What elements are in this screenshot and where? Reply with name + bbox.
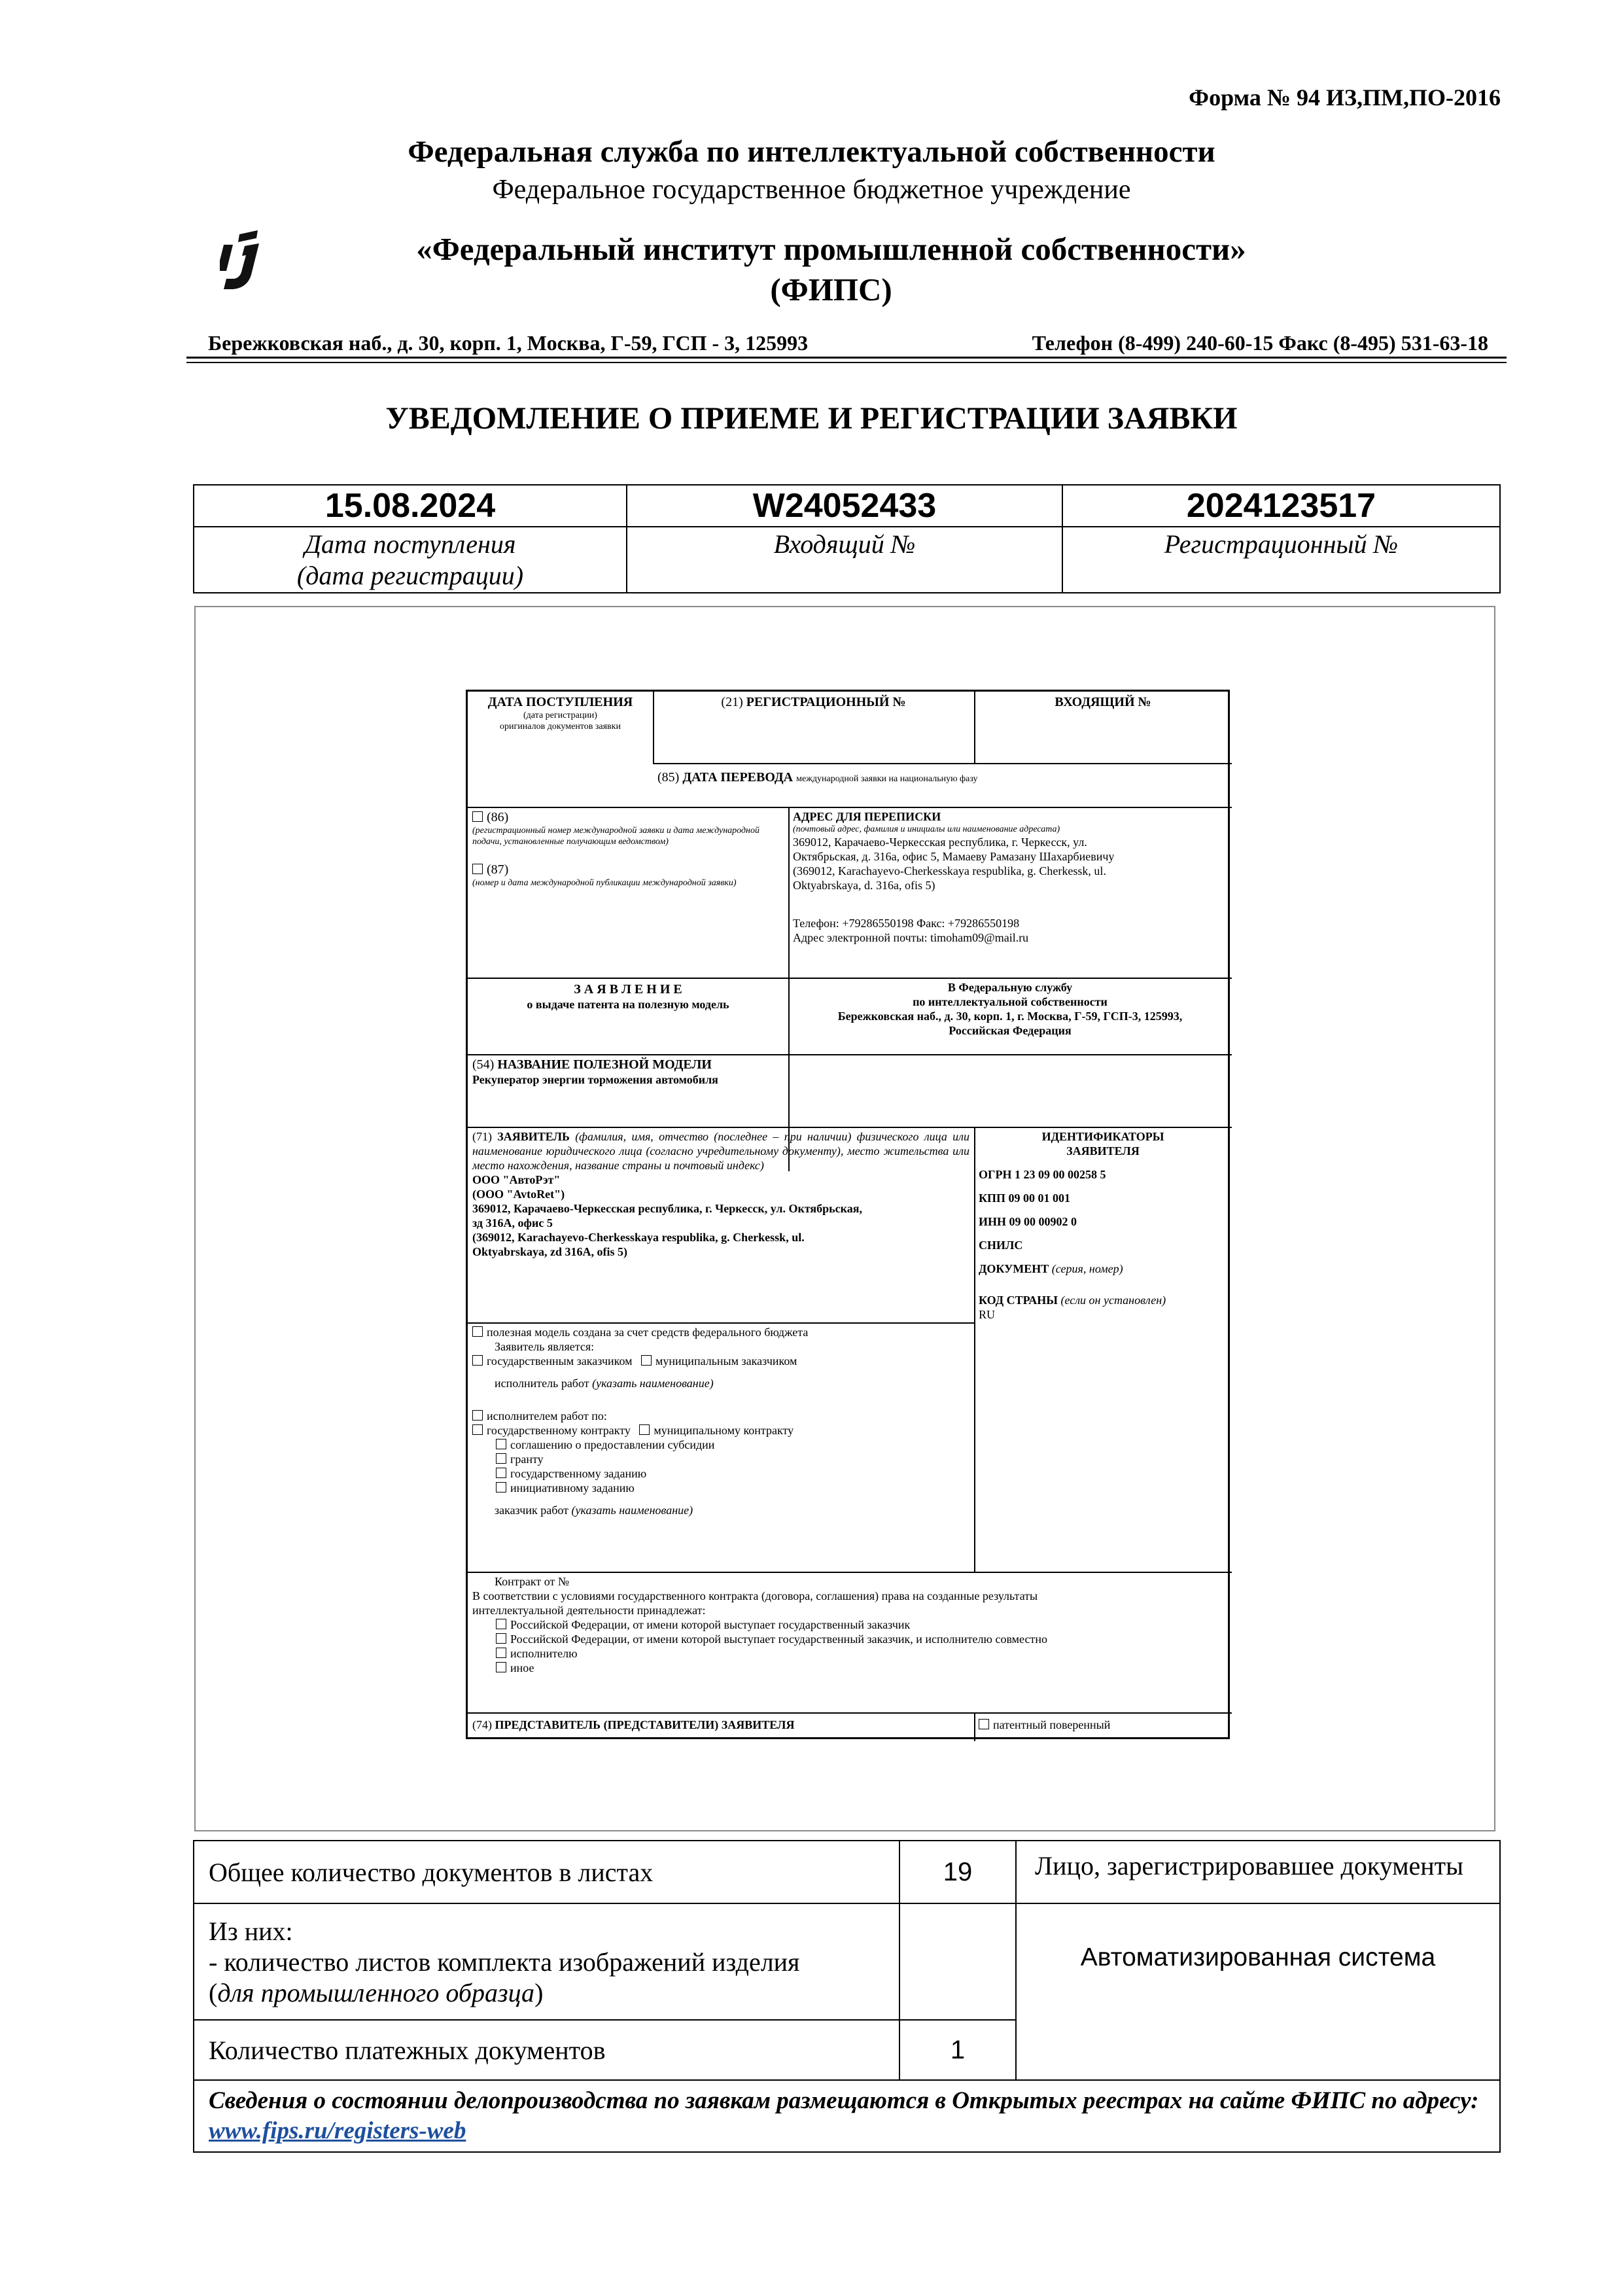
form-applicant-addr4: Oktyabrskaya, zd 316A, ofis 5) [472, 1245, 628, 1258]
form-applicant-addr2: зд 316А, офис 5 [472, 1216, 553, 1229]
form-to-line2: по интеллектуальной собственности [913, 995, 1108, 1008]
registered-by-value: Автоматизированная система [1016, 1903, 1500, 2080]
form-reg-number-code: (21) [721, 695, 743, 709]
form-executor-works: исполнитель работ [495, 1377, 589, 1390]
form-grant: гранту [510, 1453, 544, 1466]
form-86-desc: (регистрационный номер международной заявки и дата международной подачи, установленные получающим ведомством) [472, 826, 759, 847]
form-doc-sub: (серия, номер) [1051, 1262, 1123, 1275]
form-rights-line2: интеллектуальной деятельности принадлежат: [472, 1604, 706, 1617]
receipt-date-label [194, 527, 627, 593]
form-um-title: НАЗВАНИЕ ПОЛЕЗНОЙ МОДЕЛИ [497, 1057, 712, 1072]
form-reg-number-cell [653, 692, 974, 763]
form-applicant-is: Заявитель является: [495, 1340, 595, 1353]
form-corr-addr2: Октябрьская, д. 316а, офис 5, Мамаеву Рамазану Шахарбиевичу [793, 850, 1115, 863]
form-receipt-date-cell [468, 692, 653, 807]
form-translation-title: ДАТА ПЕРЕВОДА [682, 770, 794, 785]
header-divider-thin [186, 362, 1507, 363]
form-translation-code: (85) [657, 770, 680, 785]
form-applicant-code: (71) [472, 1130, 492, 1143]
form-state-customer: государственным заказчиком [487, 1354, 633, 1368]
checkbox-86 [472, 811, 483, 822]
institute-phones: Телефон (8-499) 240-60-15 Факс (8-495) 531-63-18 [1032, 331, 1488, 355]
checkbox-municipal-customer [641, 1355, 652, 1366]
form-statement-title: З А Я В Л Е Н И Е [574, 982, 682, 997]
form-receipt-date-sub1: (дата регистрации) [523, 711, 597, 720]
form-translation-date-cell [653, 763, 1232, 807]
footer-note-text: Сведения о состоянии делопроизводства по заявкам размещаются в Открытых реестрах на сайте ФИПС по адресу: [209, 2087, 1479, 2114]
total-docs-value: 19 [899, 1841, 1016, 1903]
form-state-contract: государственному контракту [487, 1424, 631, 1437]
form-executor-by: исполнителем работ по: [487, 1409, 607, 1422]
form-municipal-contract: муниципальному контракту [654, 1424, 794, 1437]
form-rep-title: ПРЕДСТАВИТЕЛЬ (ПРЕДСТАВИТЕЛИ) ЗАЯВИТЕЛЯ [495, 1718, 795, 1731]
form-subsidy: соглашению о предоставлении субсидии [510, 1438, 715, 1451]
form-country-label: КОД СТРАНЫ [979, 1294, 1058, 1307]
form-translation-sub: международной заявки на национальную фазу [796, 774, 978, 784]
registered-by-label: Лицо, зарегистрировавшее документы [1016, 1841, 1500, 1903]
footer-note [194, 2080, 1500, 2152]
form-applicant-desc-b: физического лица или наименование юридического лица (согласно учредительному документу), место жительства или место нахождения, название страны и почтовый индекс) [472, 1130, 970, 1172]
form-budget-line: полезная модель создана за счет средств федерального бюджета [487, 1326, 809, 1339]
form-number: Форма № 94 ИЗ,ПМ,ПО-2016 [1189, 84, 1501, 111]
form-utility-model-cell [468, 1054, 1232, 1127]
institute-name: «Федеральный институт промышленной собственности» [416, 231, 1246, 267]
receipt-date-label-line1: Дата поступления [304, 529, 516, 559]
form-representative-cell [468, 1712, 974, 1741]
form-statement-cell [468, 978, 788, 1054]
checkbox-87 [472, 864, 483, 874]
payment-docs-label: Количество платежных документов [194, 2020, 899, 2080]
checkbox-executor [472, 1410, 483, 1421]
form-customer-works: заказчик работ [495, 1504, 569, 1517]
total-docs-label: Общее количество документов в листах [194, 1841, 899, 1903]
incoming-number-value: W24052433 [627, 485, 1062, 527]
image-sheets-cell [194, 1903, 899, 2020]
form-contract-from: Контракт от № [495, 1575, 569, 1588]
form-applicant-name2: (ООО "AvtoRet") [472, 1188, 565, 1201]
form-ids-title2: ЗАЯВИТЕЛЯ [1066, 1144, 1140, 1157]
agency-name: Федеральная служба по интеллектуальной собственности [408, 135, 1215, 169]
form-executor-works-sub: (указать наименование) [592, 1377, 714, 1390]
form-patent-attorney-cell [974, 1712, 1232, 1741]
checkbox-budget [472, 1326, 483, 1337]
checkbox-rights-rf [496, 1619, 506, 1629]
form-correspondence-cell [788, 807, 1232, 978]
form-applicant-name1: ООО "АвтоРэт" [472, 1173, 561, 1186]
form-corr-sub: (почтовый адрес, фамилия и инициалы или наименование адресата) [793, 824, 1060, 834]
form-doc-label: ДОКУМЕНТ [979, 1262, 1049, 1275]
form-rights-cell [468, 1572, 1232, 1712]
form-customer-works-sub: (указать наименование) [571, 1504, 693, 1517]
checkbox-state-task [496, 1468, 506, 1478]
image-sheets-note [209, 1977, 884, 2008]
application-form-image [466, 690, 1230, 1739]
form-applicant-cell [468, 1127, 974, 1322]
form-rights-line1: В соответствии с условиями государственного контракта (договора, соглашения) права на созданные результаты [472, 1589, 1038, 1602]
form-incoming-cell: ВХОДЯЩИЙ № [1055, 695, 1151, 709]
fgbu-line: Федеральное государственное бюджетное учреждение [492, 175, 1131, 205]
form-to-line4: Российская Федерация [949, 1024, 1072, 1037]
form-state-task: государственному заданию [510, 1467, 647, 1480]
form-87-desc: (номер и дата международной публикации международной заявки) [472, 878, 737, 888]
form-rights-opt4: иное [510, 1661, 534, 1674]
registration-table [193, 484, 1501, 593]
image-sheets-note-close: ) [534, 1977, 544, 2007]
form-corr-title: АДРЕС ДЛЯ ПЕРЕПИСКИ [793, 810, 941, 823]
form-initiative-task: инициативному заданию [510, 1481, 635, 1494]
form-rep-code: (74) [472, 1718, 492, 1731]
form-municipal-customer: муниципальным заказчиком [655, 1354, 797, 1368]
form-um-code: (54) [472, 1057, 495, 1072]
form-corr-email: Адрес электронной почты: timoham09@mail.ru [793, 931, 1029, 944]
checkbox-state-contract [472, 1424, 483, 1435]
form-ids-title1: ИДЕНТИФИКАТОРЫ [1041, 1130, 1164, 1143]
form-addressee-cell [788, 978, 1232, 1054]
form-funding-cell [468, 1322, 974, 1572]
form-corr-phone: Телефон: +79286550198 Факс: +79286550198 [793, 917, 1020, 930]
form-rights-opt3: исполнителю [510, 1647, 578, 1660]
checkbox-state-customer [472, 1355, 483, 1366]
form-applicant-title: ЗАЯВИТЕЛЬ [497, 1130, 570, 1143]
checkbox-grant [496, 1453, 506, 1464]
form-87-code: (87) [487, 862, 509, 877]
form-patent-attorney: патентный поверенный [993, 1718, 1111, 1731]
form-corr-addr4: Oktyabrskaya, d. 316a, ofis 5) [793, 879, 935, 892]
form-to-line1: В Федеральную службу [947, 981, 1073, 994]
checkbox-rights-other [496, 1662, 506, 1672]
registers-link[interactable]: www.fips.ru/registers-web [209, 2117, 466, 2144]
form-to-line3: Бережковская наб., д. 30, корп. 1, г. Москва, Г-59, ГСП-3, 125993, [837, 1010, 1183, 1023]
payment-docs-value: 1 [899, 2020, 1016, 2080]
receipt-date-label-line2: (дата регистрации) [296, 561, 524, 590]
form-receipt-date-title: ДАТА ПОСТУПЛЕНИЯ [487, 695, 633, 709]
form-applicant-desc-a: (фамилия, имя, отчество (последнее – при наличии) [575, 1130, 852, 1143]
checkbox-rights-executor [496, 1648, 506, 1658]
form-ogrn: ОГРН 1 23 09 00 00258 5 [979, 1168, 1106, 1181]
form-statement-sub: о выдаче патента на полезную модель [527, 998, 729, 1011]
form-rights-opt2: Российской Федерации, от имени которой выступает государственный заказчик, и исполнителю совместно [510, 1633, 1047, 1646]
form-country-sub: (если он установлен) [1060, 1294, 1166, 1307]
form-applicant-addr1: 369012, Карачаево-Черкесская республика, г. Черкесск, ул. Октябрьская, [472, 1202, 863, 1215]
incoming-number-label: Входящий № [627, 527, 1062, 593]
form-um-name: Рекуператор энергии торможения автомобиля [472, 1073, 718, 1086]
checkbox-municipal-contract [639, 1424, 650, 1435]
image-sheets-note-italic: для промышленного образца [217, 1977, 535, 2007]
form-country-value: RU [979, 1308, 996, 1321]
checkbox-subsidy [496, 1439, 506, 1449]
notice-title: УВЕДОМЛЕНИЕ О ПРИЕМЕ И РЕГИСТРАЦИИ ЗАЯВКИ [385, 401, 1238, 436]
summary-table [193, 1840, 1501, 2153]
form-86-code: (86) [487, 810, 509, 824]
form-corr-addr1: 369012, Карачаево-Черкесская республика, г. Черкесск, ул. [793, 836, 1087, 849]
of-them-label: Из них: [209, 1916, 293, 1946]
receipt-date-value: 15.08.2024 [194, 485, 627, 527]
form-identifiers-cell [974, 1127, 1232, 1572]
form-applicant-addr3: (369012, Karachayevo-Cherkesskaya respublika, g. Cherkessk, ul. [472, 1231, 805, 1244]
form-reg-number-title: РЕГИСТРАЦИОННЫЙ № [746, 695, 906, 709]
form-rights-opt1: Российской Федерации, от имени которой выступает государственный заказчик [510, 1618, 911, 1631]
checkbox-initiative-task [496, 1482, 506, 1492]
registration-number-label: Регистрационный № [1062, 527, 1500, 593]
form-receipt-date-sub2: оригиналов документов заявки [500, 722, 621, 732]
checkbox-patent-attorney [979, 1719, 989, 1729]
registration-number-value: 2024123517 [1062, 485, 1500, 527]
form-inn: ИНН 09 00 00902 0 [979, 1215, 1077, 1228]
institute-abbr: (ФИПС) [770, 272, 892, 308]
image-sheets-label: - количество листов комплекта изображений изделия [209, 1947, 800, 1977]
image-sheets-note-open: ( [209, 1977, 218, 2007]
checkbox-rights-joint [496, 1633, 506, 1644]
form-86-87-cell [468, 807, 788, 978]
institute-address: Бережковская наб., д. 30, корп. 1, Москва, Г-59, ГСП - 3, 125993 [208, 331, 809, 355]
form-corr-addr3: (369012, Karachayevo-Cherkesskaya respublika, g. Cherkessk, ul. [793, 864, 1106, 877]
form-snils: СНИЛС [979, 1239, 1023, 1252]
header-divider [186, 357, 1507, 359]
form-kpp: КПП 09 00 01 001 [979, 1192, 1071, 1205]
image-sheets-value [899, 1903, 1016, 2020]
